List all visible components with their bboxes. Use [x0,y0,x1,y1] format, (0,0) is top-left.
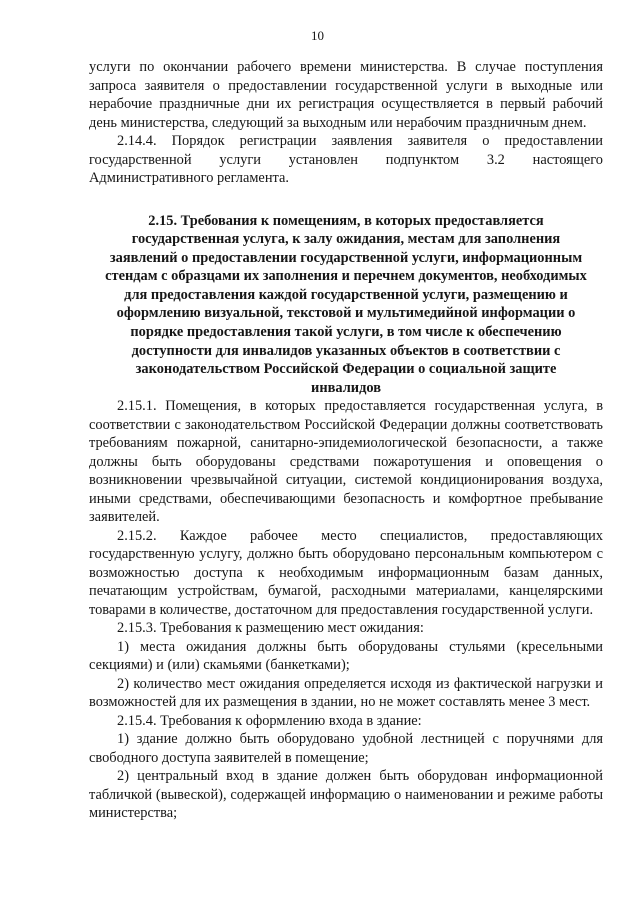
paragraph: 2.15.1. Помещения, в которых предоставляется государственная услуга, в соответствии с законодательством Российской Федерации должны соответствовать требованиям пожарной, санитарно-эпидемиологической безопасности, а также должны быть оборудованы средствами пожаротушения и оповещения о возникновении чрезвычайной ситуации, системой кондиционирования воздуха, иными средствами, обеспечивающими безопасность и комфортное пребывание заявителей. [89,398,603,526]
section-title: 2.15. Требования к помещениям, в которых предоставляется государственная услуга, к залу ожидания, местам для заполнения заявлений о предоставлении государственной услуги, информационным стендам с образцами их заполнения и перечнем документов, необходимых для предоставления каждой государственной услуги, размещению и оформлению визуальной, текстовой и мультимедийной информации о порядке предоставления такой услуги, в том числе к обеспечению доступности для инвалидов указанных объектов в соответствии с законодательством Российской Федерации о социальной защите инвалидов [105,212,587,396]
paragraph: услуги по окончании рабочего времени министерства. В случае поступления запроса заявителя о предоставлении государственной услуги в выходные или нерабочие праздничные дни их регистрация осуществляется в первый рабочий день министерства, следующий за выходным или нерабочим праздничным днем. [89,59,603,131]
paragraph: 2.14.4. Порядок регистрации заявления заявителя о предоставлении государственной услуги установлен подпунктом 3.2 настоящего Административного регламента. [89,133,603,186]
paragraph: 2.15.4. Требования к оформлению входа в здание: [117,712,422,729]
paragraph: 2.15.3. Требования к размещению мест ожидания: [117,620,424,637]
page-number: 10 [311,28,324,43]
document-body [89,58,603,823]
list-item: 1) места ожидания должны быть оборудованы стульями (кресельными секциями) и (или) скамьями (банкетками); [89,638,603,674]
list-item: 2) количество мест ожидания определяется исходя из фактической нагрузки и возможностей для их размещения в здании, но не может составлять менее 3 мест. [89,675,603,711]
list-item: 2) центральный вход в здание должен быть оборудован информационной табличкой (вывеской), содержащей информацию о наименовании и режиме работы министерства; [89,768,603,822]
paragraph: 2.15.2. Каждое рабочее место специалистов, предоставляющих государственную услугу, должно быть оборудовано персональным компьютером с возможностью доступа к необходимым информационным базам данных, печатающим устройствам, бумагой, расходными материалами, канцелярскими товарами в количестве, достаточном для предоставления государственной услуги. [89,527,603,618]
list-item: 1) здание должно быть оборудовано удобной лестницей с поручнями для свободного доступа заявителей в помещение; [89,731,603,766]
